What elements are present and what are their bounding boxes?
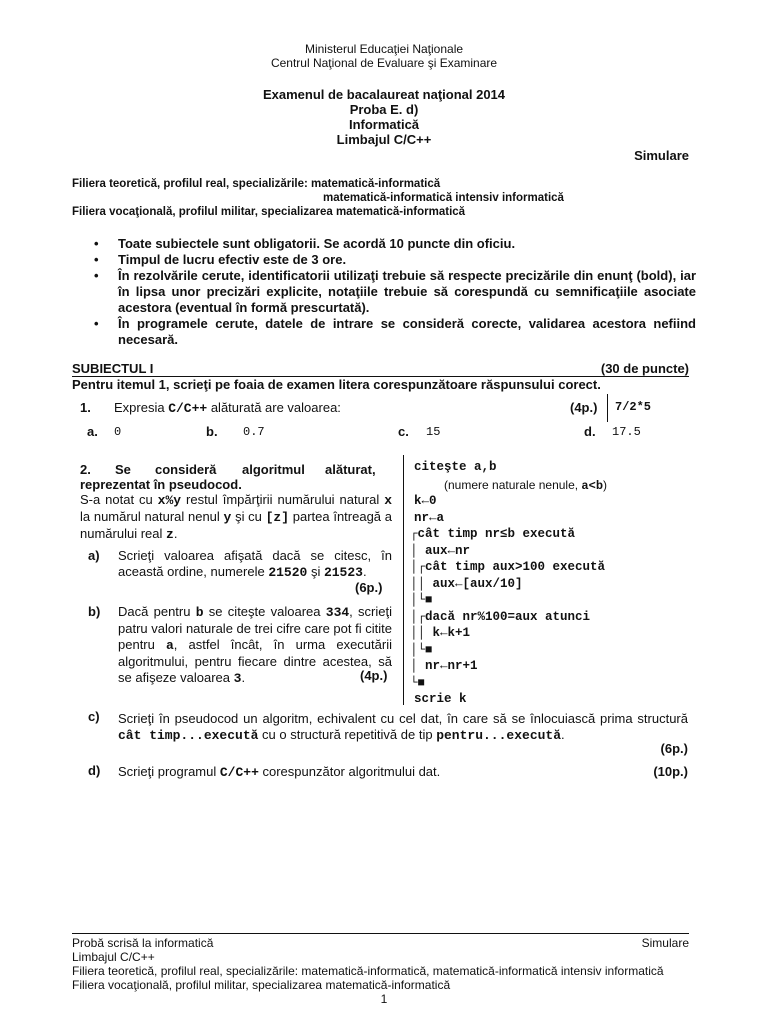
item2-heading-line2: reprezentat în pseudocod. — [80, 477, 242, 492]
item1-points: (4p.) — [570, 400, 598, 415]
bullet-icon: • — [94, 316, 99, 331]
pseudo-line-5: ┌cât timp nr≤b execută — [410, 527, 576, 541]
pseudo-line-10: │┌dacă nr%100=aux atunci — [410, 610, 591, 624]
item2-heading-word: algoritmul — [242, 462, 305, 477]
item2b-points: (4p.) — [360, 668, 388, 683]
pseudo-line-4: nr←a — [414, 511, 445, 525]
option-b-value: 0.7 — [243, 425, 265, 439]
item2a-text: Scrieţi valoarea afişată dacă se citesc, în această ordine, numerele 21520 şi 21523. — [118, 548, 392, 580]
ministry-name: Ministerul Educaţiei Naţionale — [304, 42, 464, 56]
option-d-letter: d. — [584, 424, 596, 439]
item2a-points: (6p.) — [355, 580, 383, 595]
exam-proba: Proba E. d) — [349, 102, 419, 117]
pseudo-line-13: │ nr←nr+1 — [410, 659, 478, 673]
instruction-4: În programele cerute, datele de intrare se consideră corecte, validarea acestora nefiind necesară. — [118, 316, 696, 347]
pseudo-line-3: k←0 — [414, 494, 437, 508]
filiera-line-2: matematică-informatică intensiv informatică — [323, 192, 564, 204]
item2a-label: a) — [88, 548, 100, 563]
subject-intro: Pentru itemul 1, scrieţi pe foaia de examen litera corespunzătoare răspunsului corect. — [72, 377, 601, 392]
instruction-2: Timpul de lucru efectiv este de 3 ore. — [118, 252, 347, 267]
footer-language: Limbajul C/C++ — [72, 950, 155, 964]
option-b-letter: b. — [206, 424, 218, 439]
subject-points: (30 de puncte) — [600, 361, 689, 376]
pseudo-line-2: (numere naturale nenule, a<b) — [444, 478, 608, 493]
instruction-3: În rezolvările cerute, identificatorii utilizaţi trebuie să respecte precizările din enunţ (bold), iar în lipsa unor precizări explicite, notaţiile trebuie să corespundă cu semnificaţiile asociate acestora (eventual în formă prescurtată). — [118, 268, 696, 315]
item2d-points: (10p.) — [653, 764, 688, 779]
item1-expression: 7/2*5 — [615, 400, 652, 414]
exam-subject: Informatică — [348, 117, 420, 132]
item2c-text: Scrieţi în pseudocod un algoritm, echivalent cu cel dat, în care să se înlocuiască prima structură cât timp...execută cu o structură repetitivă de tip pentru...execută. — [118, 711, 688, 743]
option-d-value: 17.5 — [612, 425, 641, 439]
instruction-1: Toate subiectele sunt obligatorii. Se acordă 10 puncte din oficiu. — [118, 236, 516, 251]
footer-title: Probă scrisă la informatică — [72, 936, 214, 950]
pseudo-line-7: │┌cât timp aux>100 execută — [410, 560, 606, 574]
option-a-letter: a. — [87, 424, 98, 439]
item2-heading-word: alăturat, — [325, 462, 376, 477]
bullet-icon: • — [94, 236, 99, 251]
item1-question: Expresia C/C++ alăturată are valoarea: — [114, 400, 341, 416]
item2b-label: b) — [88, 604, 101, 619]
pseudo-line-15: scrie k — [414, 692, 467, 706]
page-number: 1 — [380, 992, 388, 1006]
exam-title: Examenul de bacalaureat naţional 2014 — [262, 87, 506, 102]
pseudo-line-11: ││ k←k+1 — [410, 626, 471, 640]
pseudo-line-1: citeşte a,b — [414, 460, 497, 474]
pseudo-line-9: │└■ — [410, 593, 433, 607]
bullet-icon: • — [94, 268, 99, 283]
item2-number: 2. — [80, 462, 91, 477]
item2b-text: Dacă pentru b se citeşte valoarea 334, scrieţi patru valori naturale de trei cifre care pot fi citite pentru a, astfel încât, în urma executării algoritmului, pentru fiecare dintre acestea, să se afişeze valoarea 3. — [118, 604, 392, 686]
option-c-value: 15 — [426, 425, 441, 439]
item2-heading-word: Se — [115, 462, 131, 477]
pseudo-line-6: │ aux←nr — [410, 544, 471, 558]
subject-title: SUBIECTUL I — [72, 361, 154, 376]
footer-filiera-2: Filiera vocaţională, profilul militar, specializarea matematică-informatică — [72, 978, 451, 992]
option-a-value: 0 — [114, 425, 122, 439]
footer-filiera-1: Filiera teoretică, profilul real, specializările: matematică-informatică, matematică-informatică intensiv informatică — [72, 964, 664, 978]
filiera-line-1: Filiera teoretică, profilul real, specializările: matematică-informatică — [72, 178, 441, 190]
item2-column-divider — [403, 455, 404, 705]
item2c-label: c) — [88, 709, 100, 724]
center-name: Centrul Naţional de Evaluare şi Examinare — [270, 56, 498, 70]
pseudo-line-12: │└■ — [410, 643, 433, 657]
item2-description: S-a notat cu x%y restul împărţirii numărului natural x la numărul natural nenul y şi cu [z] partea întreagă a numărului real z. — [80, 492, 392, 542]
item1-number: 1. — [80, 400, 91, 415]
bullet-icon: • — [94, 252, 99, 267]
item2c-points: (6p.) — [660, 741, 688, 756]
footer-rule — [72, 933, 689, 934]
item2-heading-word: consideră — [155, 462, 217, 477]
pseudo-line-14: └■ — [410, 676, 426, 690]
simulare-label: Simulare — [634, 148, 689, 163]
exam-language: Limbajul C/C++ — [336, 132, 432, 147]
pseudo-line-8: ││ aux←[aux/10] — [410, 577, 523, 591]
footer-simulare: Simulare — [641, 936, 689, 950]
item2d-text: Scrieţi programul C/C++ corespunzător algoritmului dat. — [118, 764, 441, 780]
item2d-label: d) — [88, 763, 101, 778]
item1-expression-divider — [607, 394, 608, 422]
option-c-letter: c. — [398, 424, 409, 439]
filiera-line-3: Filiera vocaţională, profilul militar, specializarea matematică-informatică — [72, 206, 466, 218]
